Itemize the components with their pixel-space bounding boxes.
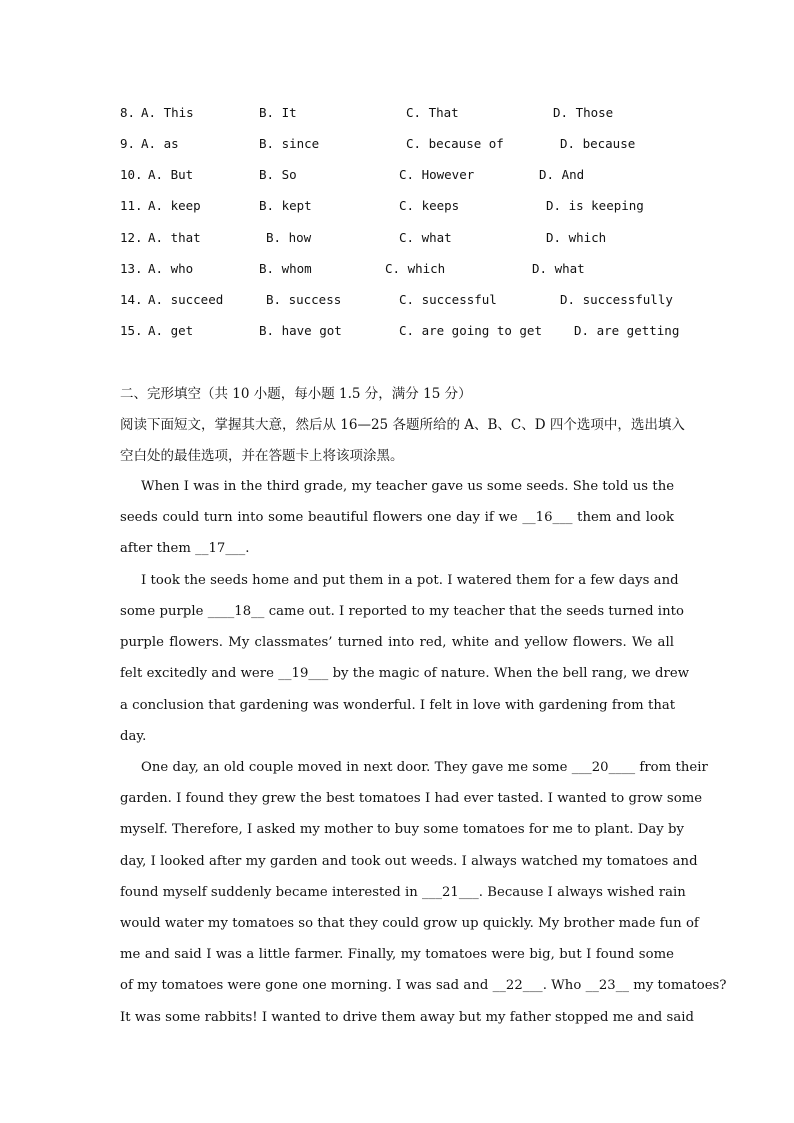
option-d: D. And — [539, 167, 585, 182]
question-number: 12. — [120, 230, 143, 245]
option-row-13 — [0, 259, 794, 279]
option-a: A. succeed — [148, 292, 224, 307]
passage-line: me and said I was a little farmer. Finally, my tomatoes were big, but I found some — [120, 947, 674, 962]
question-number: 8. — [120, 105, 136, 120]
question-number: 13. — [120, 261, 143, 276]
option-d: D. Those — [553, 105, 614, 120]
question-number: 14. — [120, 292, 143, 307]
option-b: B. It — [259, 105, 297, 120]
option-c: C. keeps — [399, 198, 460, 213]
option-row-8 — [0, 103, 794, 123]
option-c: C. because of — [406, 136, 504, 151]
option-d: D. is keeping — [546, 198, 644, 213]
option-row-9 — [0, 134, 794, 154]
option-row-11 — [0, 196, 794, 216]
question-number: 10. — [120, 167, 143, 182]
passage-line: felt excitedly and were __19___ by the magic of nature. When the bell rang, we drew — [120, 666, 690, 681]
option-d: D. because — [560, 136, 636, 151]
passage-line: One day, an old couple moved in next door. They gave me some ___20____ from their — [141, 760, 708, 775]
option-d: D. what — [532, 261, 585, 276]
question-number: 9. — [120, 136, 136, 151]
passage-line: purple flowers. My classmates’ turned into red, white and yellow flowers. We all — [120, 635, 674, 650]
passage-line: day, I looked after my garden and took out weeds. I always watched my tomatoes and — [120, 854, 698, 869]
option-row-14 — [0, 290, 794, 310]
instruction-line-2: 空白处的最佳选项，并在答题卡上将该项涂黑。 — [120, 448, 404, 464]
option-c: C. are going to get — [399, 323, 542, 338]
section-heading: 二、完形填空（共 10 小题，每小题 1.5 分，满分 15 分） — [120, 386, 472, 402]
option-b: B. whom — [259, 261, 312, 276]
option-row-10 — [0, 165, 794, 185]
option-a: A. that — [148, 230, 201, 245]
option-c: C. However — [399, 167, 475, 182]
option-a: A. This — [141, 105, 194, 120]
option-a: A. get — [148, 323, 194, 338]
passage-line: found myself suddenly became interested in ___21___. Because I always wished rain — [120, 885, 686, 900]
option-c: C. which — [385, 261, 446, 276]
passage-line: garden. I found they grew the best tomatoes I had ever tasted. I wanted to grow some — [120, 791, 703, 806]
passage-line: seeds could turn into some beautiful flowers one day if we __16___ them and look — [120, 510, 674, 525]
question-number: 15. — [120, 323, 143, 338]
option-b: B. since — [259, 136, 320, 151]
option-a: A. as — [141, 136, 179, 151]
passage-line: When I was in the third grade, my teacher gave us some seeds. She told us the — [141, 479, 675, 494]
passage-line: day. — [120, 729, 147, 744]
passage-line: a conclusion that gardening was wonderful. I felt in love with gardening from that — [120, 698, 676, 713]
passage-line: It was some rabbits! I wanted to drive them away but my father stopped me and said — [120, 1010, 695, 1025]
option-a: A. who — [148, 261, 194, 276]
option-b: B. have got — [259, 323, 342, 338]
option-b: B. So — [259, 167, 297, 182]
option-d: D. are getting — [574, 323, 680, 338]
passage-line: after them __17___. — [120, 541, 250, 556]
option-a: A. But — [148, 167, 194, 182]
option-d: D. which — [546, 230, 607, 245]
option-row-15 — [0, 321, 794, 341]
option-d: D. successfully — [560, 292, 673, 307]
passage-line: I took the seeds home and put them in a pot. I watered them for a few days and — [141, 573, 679, 588]
option-b: B. success — [266, 292, 342, 307]
passage-line: some purple ____18__ came out. I reported to my teacher that the seeds turned into — [120, 604, 684, 619]
question-number: 11. — [120, 198, 143, 213]
option-c: C. That — [406, 105, 459, 120]
option-a: A. keep — [148, 198, 201, 213]
passage-line: myself. Therefore, I asked my mother to buy some tomatoes for me to plant. Day by — [120, 822, 684, 837]
option-b: B. how — [266, 230, 312, 245]
instruction-line-1: 阅读下面短文，掌握其大意，然后从 16—25 各题所给的 A、B、C、D 四个选项中，选出填入 — [120, 417, 685, 433]
option-c: C. successful — [399, 292, 497, 307]
option-c: C. what — [399, 230, 452, 245]
option-row-12 — [0, 228, 794, 248]
passage-line: of my tomatoes were gone one morning. I was sad and __22___. Who __23__ my tomatoes? — [120, 978, 727, 993]
option-b: B. kept — [259, 198, 312, 213]
passage-line: would water my tomatoes so that they could grow up quickly. My brother made fun of — [120, 916, 699, 931]
